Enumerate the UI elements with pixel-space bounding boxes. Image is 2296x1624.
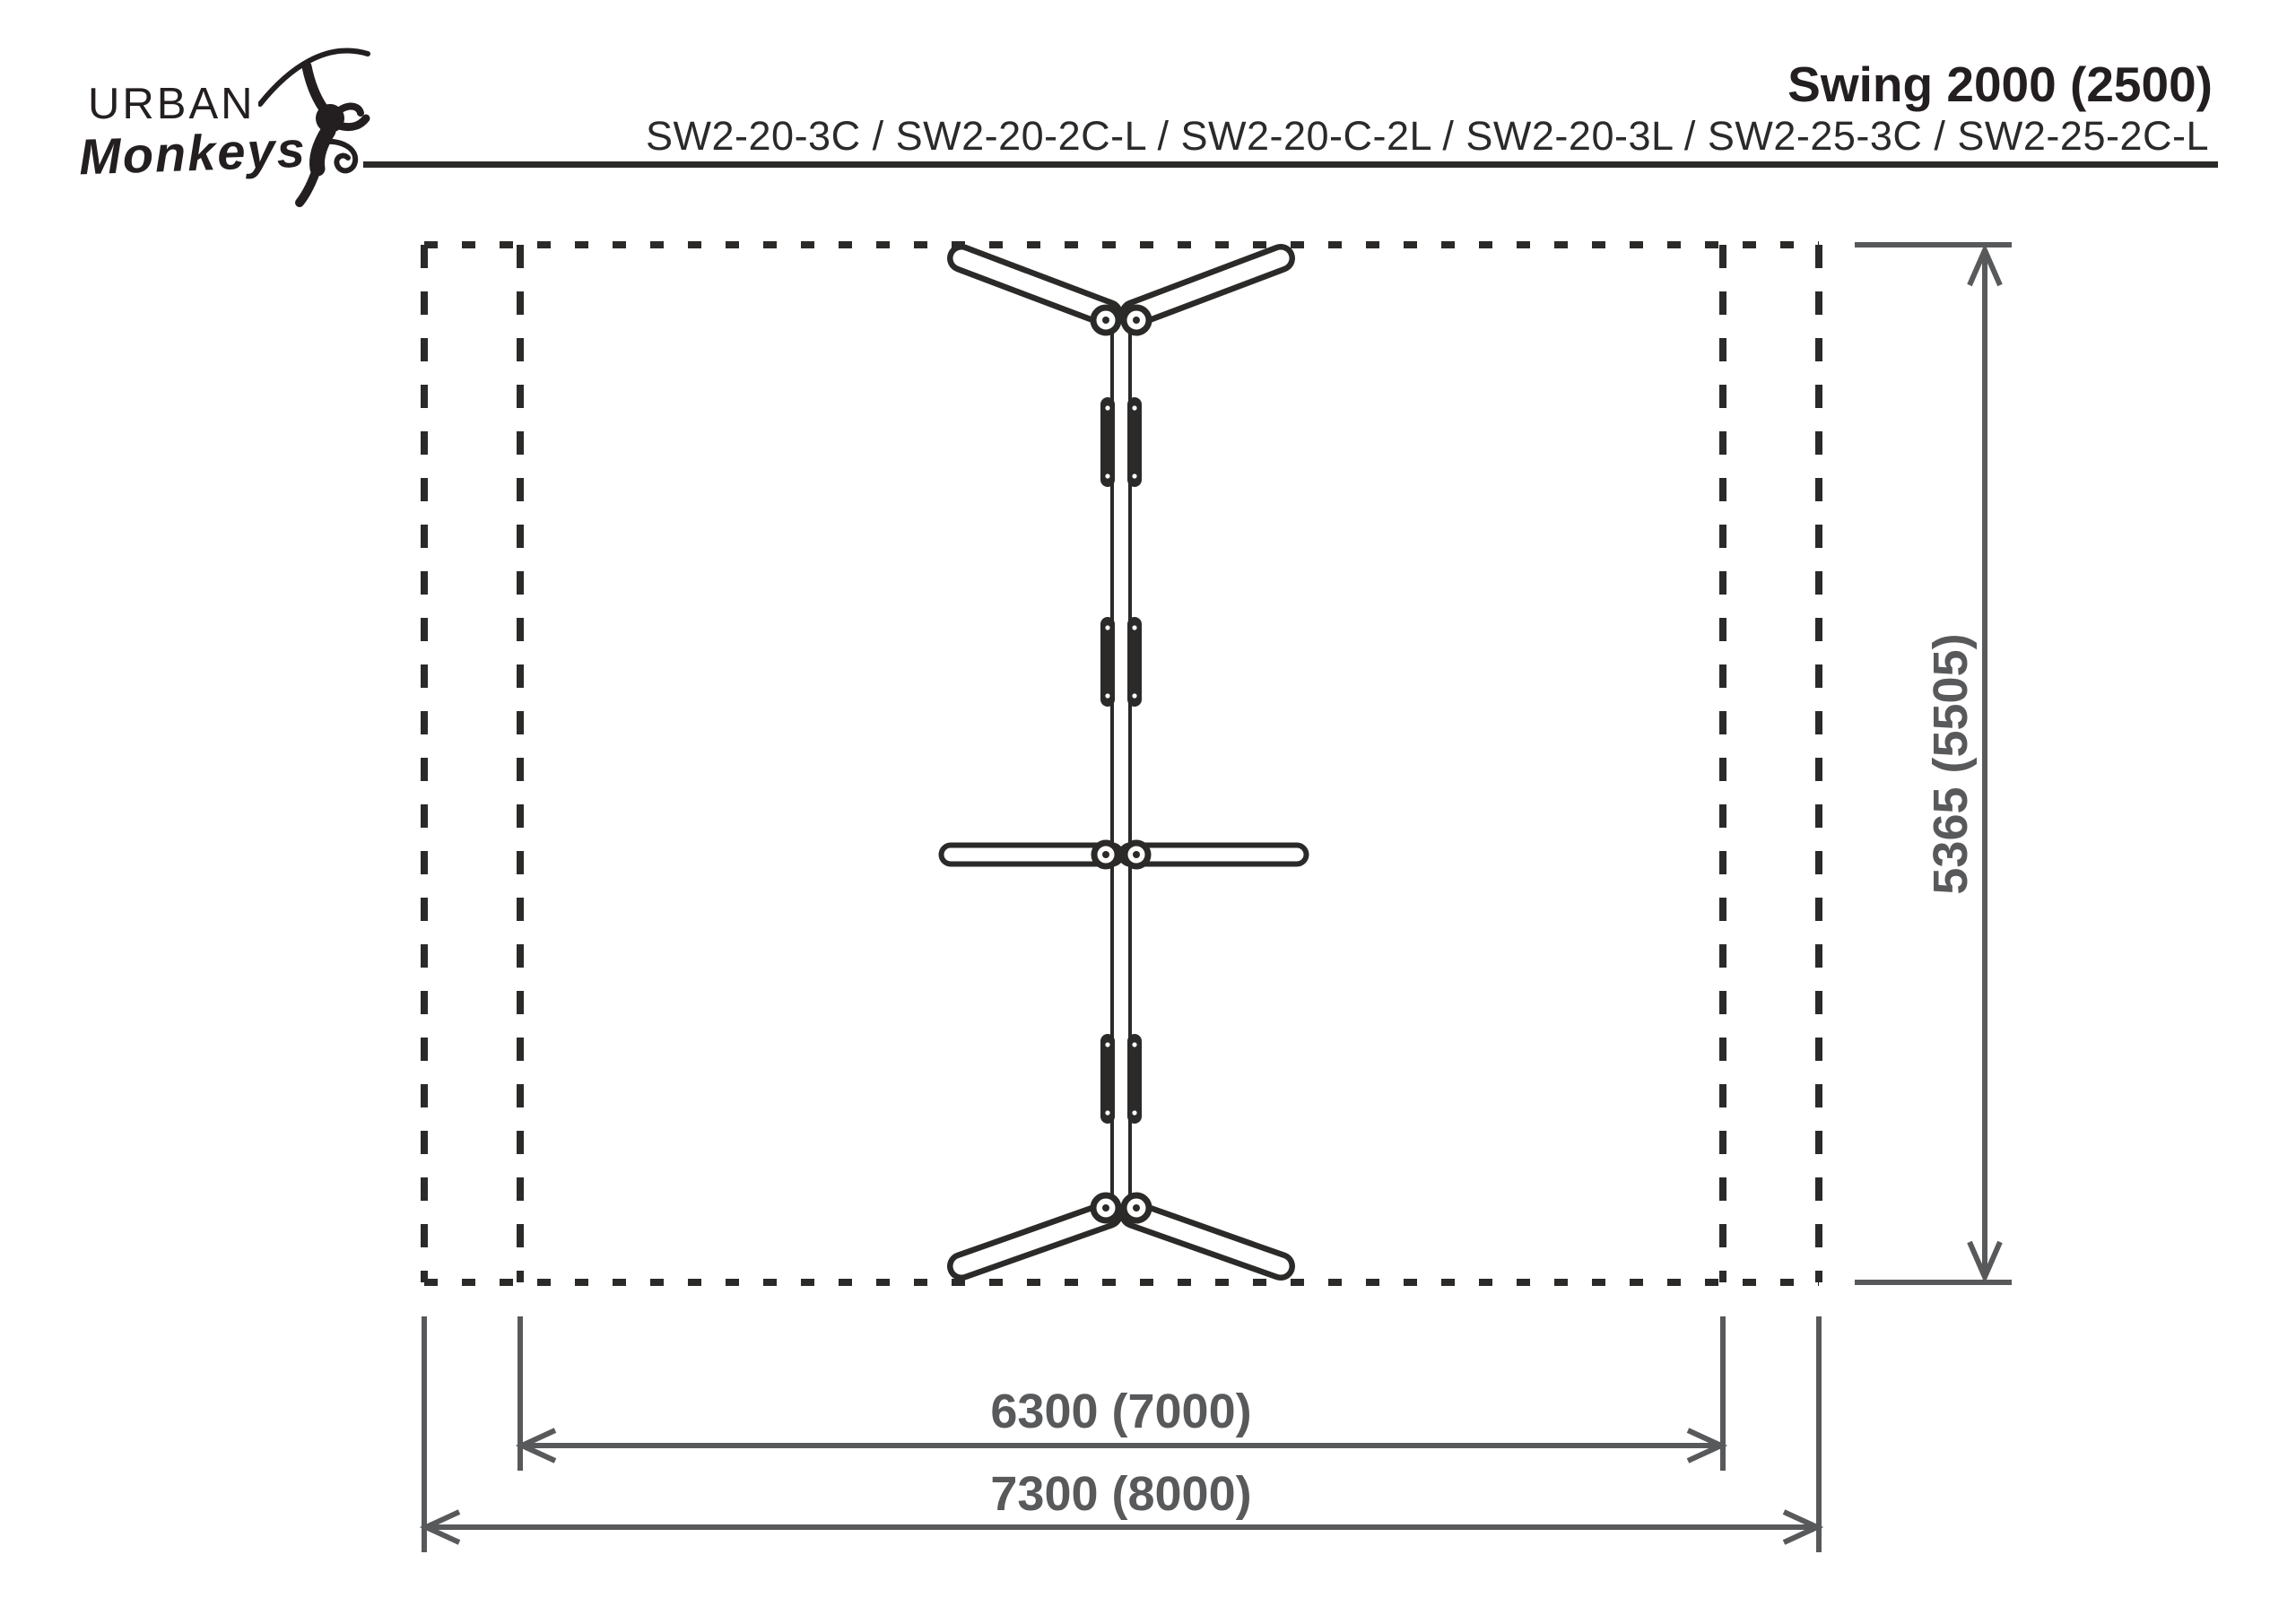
bottom-leg-right [1134, 1214, 1281, 1266]
seat-pad [1100, 397, 1115, 487]
seat-pad [1100, 617, 1115, 707]
product-codes: SW2-20-3C / SW2-20-2C-L / SW2-20-C-2L / SW2-20-3L / SW2-25-3C / SW2-25-2C-L [646, 113, 2209, 159]
seat-pad [1127, 617, 1142, 707]
seat-pad [1100, 1034, 1115, 1124]
depth-dimension-label: 5365 (5505) [1924, 633, 1978, 895]
top-leg-left [961, 258, 1109, 314]
outer-width-dimension-label: 7300 (8000) [990, 1467, 1252, 1521]
brand-name-bottom: Monkeys [77, 120, 308, 186]
inner-width-dimension-label: 6300 (7000) [990, 1385, 1252, 1438]
bottom-v-legs [961, 1214, 1281, 1266]
top-leg-right [1134, 258, 1281, 314]
seat-pad [1127, 397, 1142, 487]
page-title: Swing 2000 (2500) [1787, 56, 2213, 112]
bottom-leg-left [961, 1214, 1109, 1266]
brand-name-top: URBAN [88, 80, 256, 128]
swing-frame [951, 258, 1297, 1266]
top-v-legs [961, 258, 1281, 314]
seat-pad [1127, 1034, 1142, 1124]
